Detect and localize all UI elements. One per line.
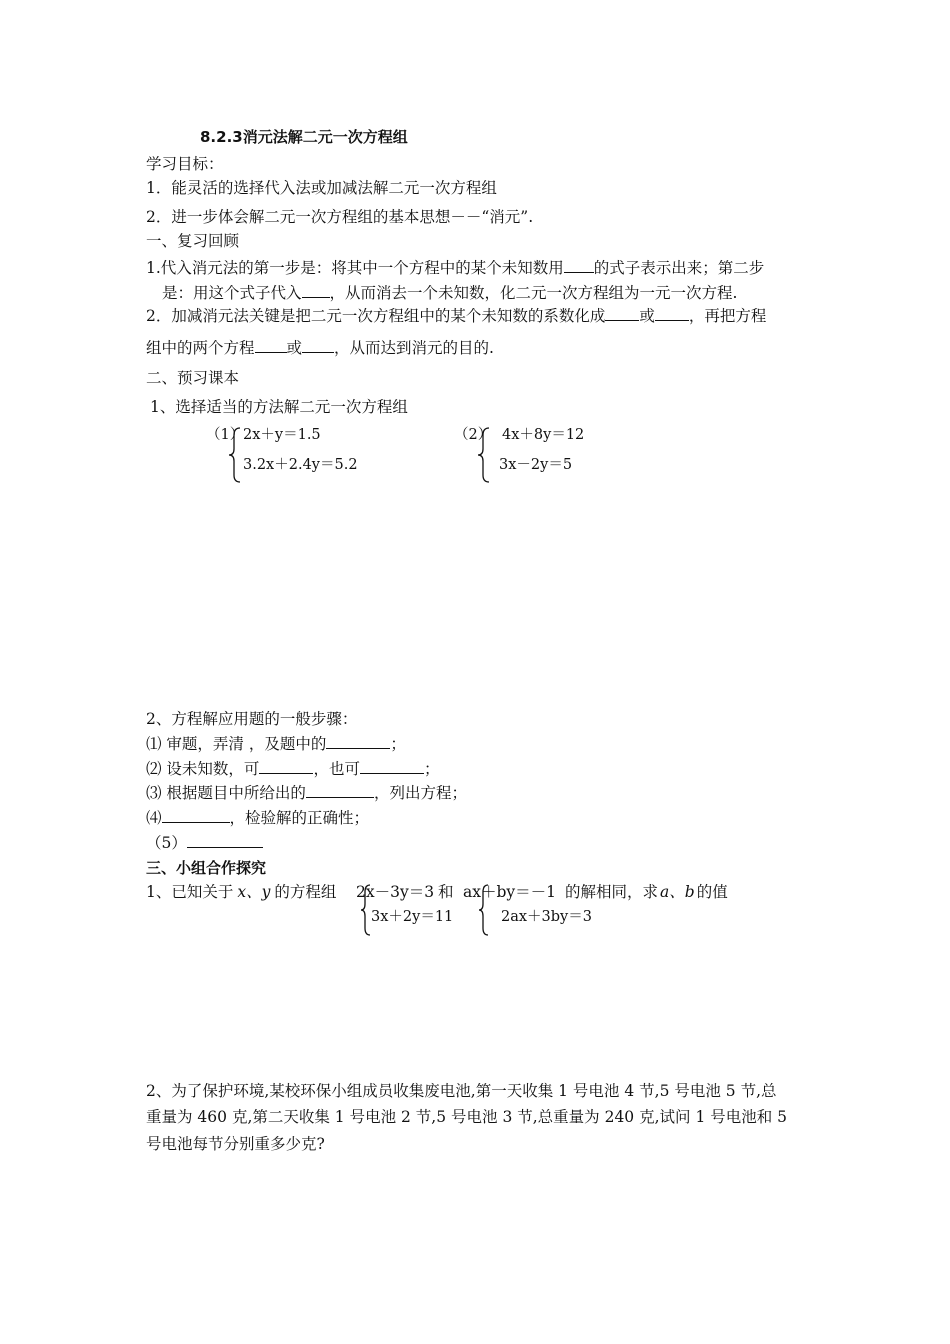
group-sys2-eq-2: 2ax＋3by＝3 bbox=[501, 909, 592, 925]
group-sys1-eq-2: 3x＋2y＝11 bbox=[371, 909, 454, 925]
group-q1-text-f: 的值 bbox=[696, 883, 728, 901]
step-5 bbox=[146, 833, 263, 853]
system-2-label: （2） bbox=[454, 427, 493, 443]
review-q1-text: 1.代入消元法的第一步是：将其中一个方程中的某个未知数用 bbox=[146, 259, 564, 277]
step-3-end: ，列出方程； bbox=[373, 784, 467, 802]
review-heading: 一、复习回顾 bbox=[146, 232, 240, 250]
group-q2-line-1: 2、为了保护环境,某校环保小组成员收集废电池,第一天收集 1 号电池 4 节,5 号电池 5 节,总 bbox=[146, 1082, 777, 1100]
review-q1-line2 bbox=[162, 283, 737, 303]
objective-item-2: 2．进一步体会解二元一次方程组的基本思想－－“消元”. bbox=[146, 208, 534, 226]
blank bbox=[302, 338, 334, 353]
blank bbox=[655, 306, 689, 321]
group-q1-vars: x、y bbox=[237, 883, 271, 901]
page-title: 8.2.3消元法解二元一次方程组 bbox=[200, 128, 408, 146]
review-q1-line1 bbox=[146, 258, 764, 278]
group-sys2-eq-1: ax＋by＝－1 bbox=[463, 883, 557, 901]
step-3-text: ⑶ 根据题目中所给出的 bbox=[146, 784, 306, 802]
blank bbox=[187, 833, 263, 848]
blank bbox=[326, 734, 390, 749]
group-q2-line-3: 号电池每节分别重多少克? bbox=[146, 1135, 325, 1153]
review-q2-line2-or: 或 bbox=[286, 339, 303, 357]
blank bbox=[360, 759, 424, 774]
preview-q2: 2、方程解应用题的一般步骤： bbox=[146, 710, 358, 728]
group-q1-ab: a、b bbox=[660, 883, 695, 901]
review-q2-line2 bbox=[146, 338, 494, 358]
system-2-eq-1: 4x＋8y＝12 bbox=[502, 427, 585, 443]
system-1-label: （1） bbox=[206, 427, 245, 443]
blank bbox=[302, 283, 330, 298]
blank bbox=[564, 258, 594, 273]
blank bbox=[605, 306, 639, 321]
step-1 bbox=[146, 734, 406, 754]
objectives-heading: 学习目标： bbox=[146, 155, 224, 173]
step-4 bbox=[146, 808, 369, 828]
left-brace-icon bbox=[228, 427, 242, 483]
step-1-end: ； bbox=[390, 735, 406, 753]
group-q2-line-2: 重量为 460 克,第二天收集 1 号电池 2 节,5 号电池 3 节,总重量为 240 克,试问 1 号电池和 5 bbox=[146, 1108, 788, 1126]
left-brace-icon bbox=[478, 884, 490, 936]
review-q2-or: 或 bbox=[639, 307, 655, 325]
group-q1-text-c: 的方程组 bbox=[274, 883, 337, 901]
review-q1-line2-text: 是：用这个式子代入 bbox=[162, 284, 302, 302]
group-q1-line bbox=[146, 882, 336, 902]
system-1-eq-1: 2x＋y＝1.5 bbox=[243, 427, 321, 443]
step-4-text: ⑷ bbox=[146, 809, 162, 827]
review-q2-text-2: ，再把方程 bbox=[688, 307, 767, 325]
step-1-text: ⑴ 审题，弄清 ，及题中的 bbox=[146, 735, 327, 753]
step-5-text: （5） bbox=[146, 834, 187, 852]
step-2 bbox=[146, 759, 439, 779]
blank bbox=[306, 783, 374, 798]
review-q2-line1 bbox=[146, 306, 766, 326]
review-q1-line2-text-2: ，从而消去一个未知数，化二元一次方程组为一元一次方程. bbox=[329, 284, 738, 302]
step-2-end: ； bbox=[423, 760, 440, 778]
group-q1-text-a: 1、已知关于 bbox=[146, 883, 234, 901]
blank bbox=[255, 338, 287, 353]
review-q1-text-2: 的式子表示出来；第二步 bbox=[593, 259, 765, 277]
preview-heading: 二、预习课本 bbox=[146, 369, 240, 387]
blank bbox=[162, 808, 230, 823]
left-brace-icon bbox=[477, 427, 491, 483]
group-q1-tail bbox=[565, 882, 728, 902]
group-sys1-eq-1: 2x－3y＝3 bbox=[356, 883, 435, 901]
step-2-text: ⑵ 设未知数，可 bbox=[146, 760, 260, 778]
review-q2-text: 2．加减消元法关键是把二元一次方程组中的某个未知数的系数化成 bbox=[146, 307, 606, 325]
review-q2-line2-text-2: ，从而达到消元的目的. bbox=[334, 339, 494, 357]
step-2-mid: ，也可 bbox=[313, 760, 360, 778]
blank bbox=[259, 759, 313, 774]
step-3 bbox=[146, 783, 467, 803]
system-2-eq-2: 3x－2y＝5 bbox=[499, 457, 573, 473]
objective-item-1: 1．能灵活的选择代入法或加减法解二元一次方程组 bbox=[146, 179, 497, 197]
step-4-end: ，检验解的正确性； bbox=[229, 809, 370, 827]
group-heading: 三、小组合作探究 bbox=[146, 859, 267, 877]
system-1-eq-2: 3.2x＋2.4y＝5.2 bbox=[243, 457, 358, 473]
group-q1-text-d: 的解相同，求 bbox=[565, 883, 659, 901]
preview-q1: 1、选择适当的方法解二元一次方程组 bbox=[150, 398, 408, 416]
review-q2-line2-text: 组中的两个方程 bbox=[146, 339, 255, 357]
group-and: 和 bbox=[438, 883, 454, 901]
